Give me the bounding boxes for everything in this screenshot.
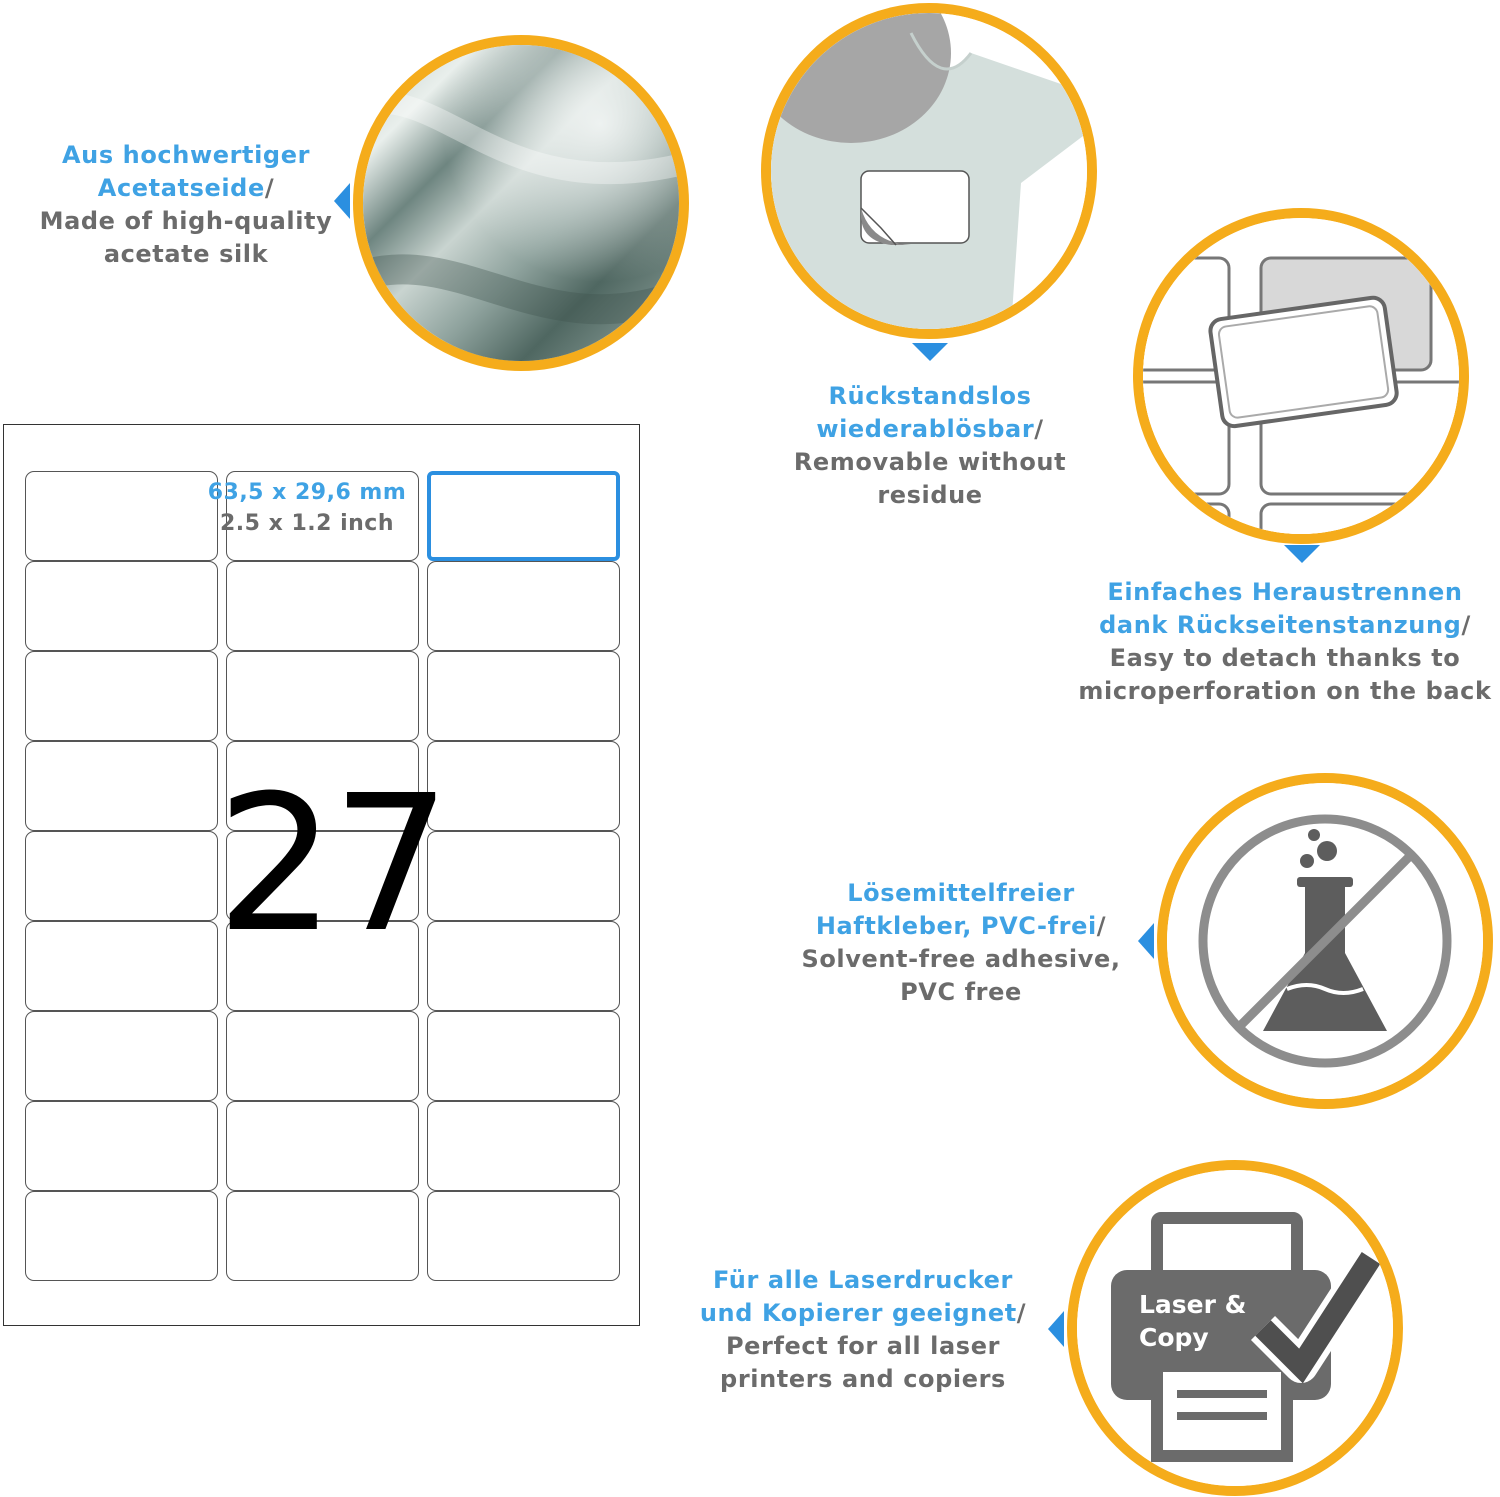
label-size-mm: 63,5 x 29,6 mm (207, 480, 407, 505)
detach-caption (1070, 576, 1500, 708)
removable-de-line1: Rückstandslos (828, 382, 1032, 410)
solvent-en-line1: Solvent-free adhesive, (801, 945, 1121, 973)
label-cell (427, 1011, 620, 1101)
label-cell (25, 831, 218, 921)
label-cell (427, 651, 620, 741)
removable-de-line2: wiederablösbar (816, 415, 1035, 443)
label-count: 27 (216, 755, 448, 974)
label-cell (226, 1101, 419, 1191)
label-cell (226, 561, 419, 651)
label-cell (427, 561, 620, 651)
detach-slash: / (1461, 611, 1471, 639)
label-sheet (3, 424, 640, 1326)
detach-circle (1133, 208, 1469, 544)
laser-caption (690, 1264, 1036, 1396)
label-cell (25, 921, 218, 1011)
solvent-en-line2: PVC free (900, 978, 1022, 1006)
laser-pointer-icon (1048, 1311, 1064, 1347)
label-cell (427, 1191, 620, 1281)
no-chemicals-icon (1167, 783, 1483, 1099)
silk-en-line1: Made of high-quality (39, 207, 333, 235)
badge-line1: Laser & (1139, 1290, 1247, 1319)
solvent-de-line2: Haftkleber, PVC-frei (815, 912, 1097, 940)
laser-de-line2: und Kopierer geeignet (699, 1299, 1017, 1327)
label-cell (226, 651, 419, 741)
solvent-circle (1157, 773, 1493, 1109)
label-cell (25, 1191, 218, 1281)
silk-de-line2: Acetatseide (97, 174, 265, 202)
solvent-de-line1: Lösemittelfreier (847, 879, 1075, 907)
badge-line2: Copy (1139, 1323, 1209, 1352)
laser-en-line1: Perfect for all laser (725, 1332, 1001, 1360)
laser-en-line2: printers and copiers (720, 1365, 1006, 1393)
label-cell (226, 1011, 419, 1101)
label-cell (226, 1191, 419, 1281)
detach-de-line1: Einfaches Heraustrennen (1107, 578, 1463, 606)
silk-caption (20, 139, 352, 271)
solvent-slash: / (1096, 912, 1107, 940)
label-cell (427, 1101, 620, 1191)
detach-en-line1: Easy to detach thanks to (1109, 644, 1461, 672)
label-size-inch: 2.5 x 1.2 inch (219, 511, 395, 536)
removable-caption (770, 380, 1090, 512)
removable-pointer-icon (912, 343, 948, 361)
label-cell (25, 1101, 218, 1191)
solvent-caption (790, 877, 1132, 1009)
label-cell (25, 651, 218, 741)
label-cell (25, 741, 218, 831)
silk-en-line2: acetate silk (103, 240, 269, 268)
laser-copy-badge (1139, 1288, 1246, 1354)
label-cell (427, 741, 620, 831)
detach-pointer-icon (1284, 545, 1320, 563)
label-cell (427, 921, 620, 1011)
solvent-pointer-icon (1138, 923, 1154, 959)
removable-en-line2: residue (877, 481, 983, 509)
silk-slash: / (264, 174, 275, 202)
label-cell-highlighted (427, 471, 620, 561)
label-cell (25, 561, 218, 651)
laser-de-line1: Für alle Laserdrucker (712, 1266, 1013, 1294)
laser-slash: / (1016, 1299, 1027, 1327)
detach-de-line2: dank Rückseitenstanzung (1099, 611, 1462, 639)
label-cell (25, 471, 218, 561)
label-dimensions (200, 477, 414, 539)
detach-en-line2: microperforation on the back (1078, 677, 1492, 705)
tshirt-label-icon (771, 13, 1087, 329)
silk-fabric-icon (363, 45, 679, 361)
removable-en-line1: Removable without (793, 448, 1067, 476)
tshirt-circle (761, 3, 1097, 339)
silk-fabric-circle (353, 35, 689, 371)
label-cell (427, 831, 620, 921)
peeled-label-icon (1143, 218, 1459, 534)
label-cell (25, 1011, 218, 1101)
laser-circle (1067, 1160, 1403, 1496)
removable-slash: / (1034, 415, 1044, 443)
silk-de-line1: Aus hochwertiger (61, 141, 311, 169)
